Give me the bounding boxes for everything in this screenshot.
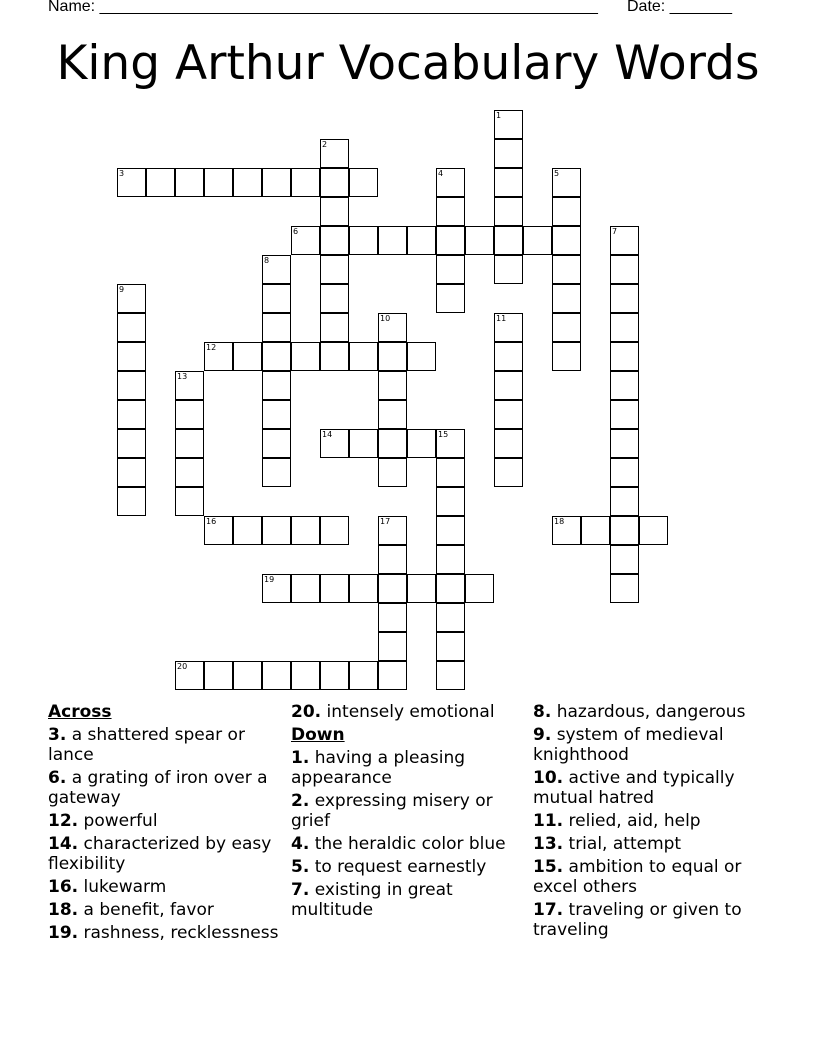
grid-cell[interactable] [378,516,407,545]
cell-number: 18 [554,517,565,526]
grid-cell[interactable] [291,661,320,690]
grid-cell[interactable] [262,284,291,313]
grid-cell[interactable] [494,226,523,255]
cell-number: 4 [438,169,444,178]
grid-cell[interactable] [552,255,581,284]
grid-cell[interactable] [494,255,523,284]
grid-cell[interactable] [610,487,639,516]
grid-cell[interactable] [610,400,639,429]
grid-cell[interactable] [378,371,407,400]
grid-cell[interactable] [581,516,610,545]
down-heading: Down [291,725,345,745]
grid-cell[interactable] [552,226,581,255]
grid-cell[interactable] [610,458,639,487]
grid-cell[interactable] [378,342,407,371]
grid-cell[interactable] [320,284,349,313]
grid-cell[interactable] [262,400,291,429]
grid-cell[interactable] [552,342,581,371]
grid-cell[interactable] [117,371,146,400]
grid-cell[interactable] [204,342,233,371]
grid-cell[interactable] [117,313,146,342]
grid-cell[interactable] [117,284,146,313]
date-field: Date: _______ [627,0,732,15]
grid-cell[interactable] [291,574,320,603]
grid-cell[interactable] [494,400,523,429]
grid-cell[interactable] [320,168,349,197]
grid-cell[interactable] [175,371,204,400]
clue-down-8: 8. hazardous, dangerous [533,702,746,722]
grid-cell[interactable] [494,342,523,371]
cell-number: 6 [293,227,299,236]
grid-cell[interactable] [436,284,465,313]
clue-down-17: 17. traveling or given to traveling [533,900,742,940]
grid-cell[interactable] [117,429,146,458]
grid-cell[interactable] [262,168,291,197]
grid-cell[interactable] [320,255,349,284]
cell-number: 10 [380,314,391,323]
across-heading: Across [48,702,112,722]
grid-cell[interactable] [349,574,378,603]
grid-cell[interactable] [494,110,523,139]
grid-cell[interactable] [117,168,146,197]
grid-cell[interactable] [349,661,378,690]
grid-cell[interactable] [378,632,407,661]
cell-number: 8 [264,256,270,265]
clue-down-2: 2. expressing misery or grief [291,791,493,831]
clue-across-16: 16. lukewarm [48,877,167,897]
grid-cell[interactable] [291,226,320,255]
grid-cell[interactable] [233,342,262,371]
grid-cell[interactable] [523,226,552,255]
grid-cell[interactable] [552,284,581,313]
cell-number: 3 [119,169,125,178]
name-field: Name: ________________________________________________________ [48,0,598,15]
clue-across-14: 14. characterized by easy flexibility [48,834,272,874]
grid-cell[interactable] [436,632,465,661]
grid-cell[interactable] [320,197,349,226]
clue-across-18: 18. a benefit, favor [48,900,214,920]
grid-cell[interactable] [610,255,639,284]
clue-down-11: 11. relied, aid, help [533,811,701,831]
grid-cell[interactable] [233,661,262,690]
grid-cell[interactable] [291,342,320,371]
grid-cell[interactable] [610,226,639,255]
grid-cell[interactable] [378,400,407,429]
grid-cell[interactable] [494,371,523,400]
grid-cell[interactable] [552,168,581,197]
cell-number: 9 [119,285,125,294]
grid-cell[interactable] [204,516,233,545]
grid-cell[interactable] [610,429,639,458]
clue-across-12: 12. powerful [48,811,158,831]
grid-cell[interactable] [494,168,523,197]
grid-cell[interactable] [262,342,291,371]
grid-cell[interactable] [175,487,204,516]
grid-cell[interactable] [494,429,523,458]
grid-cell[interactable] [610,545,639,574]
cell-number: 1 [496,111,502,120]
clue-across-6: 6. a grating of iron over a gateway [48,768,268,808]
grid-cell[interactable] [378,574,407,603]
grid-cell[interactable] [436,197,465,226]
grid-cell[interactable] [494,197,523,226]
grid-cell[interactable] [320,574,349,603]
grid-cell[interactable] [175,458,204,487]
clue-down-4: 4. the heraldic color blue [291,834,506,854]
grid-cell[interactable] [378,226,407,255]
grid-cell[interactable] [610,313,639,342]
grid-cell[interactable] [552,197,581,226]
grid-cell[interactable] [262,516,291,545]
cell-number: 17 [380,517,391,526]
grid-cell[interactable] [349,342,378,371]
cell-number: 15 [438,430,449,439]
grid-cell[interactable] [349,429,378,458]
clue-column-1 [48,702,283,946]
grid-cell[interactable] [494,458,523,487]
grid-cell[interactable] [465,226,494,255]
grid-cell[interactable] [436,458,465,487]
grid-cell[interactable] [436,168,465,197]
grid-cell[interactable] [320,661,349,690]
cell-number: 2 [322,140,328,149]
grid-cell[interactable] [378,603,407,632]
grid-cell[interactable] [117,342,146,371]
clue-down-15: 15. ambition to equal or excel others [533,857,742,897]
grid-cell[interactable] [436,226,465,255]
grid-cell[interactable] [407,429,436,458]
cell-number: 5 [554,169,560,178]
grid-cell[interactable] [610,284,639,313]
grid-cell[interactable] [175,168,204,197]
grid-cell[interactable] [494,313,523,342]
grid-cell[interactable] [117,458,146,487]
grid-cell[interactable] [233,168,262,197]
clue-down-5: 5. to request earnestly [291,857,487,877]
clue-across-3: 3. a shattered spear or lance [48,725,245,765]
grid-cell[interactable] [610,574,639,603]
cell-number: 16 [206,517,217,526]
grid-cell[interactable] [320,313,349,342]
grid-cell[interactable] [262,574,291,603]
grid-cell[interactable] [117,400,146,429]
grid-cell[interactable] [378,661,407,690]
clue-across-20: 20. intensely emotional [291,702,495,722]
grid-cell[interactable] [146,168,175,197]
cell-number: 12 [206,343,217,352]
grid-cell[interactable] [552,313,581,342]
grid-cell[interactable] [349,226,378,255]
grid-cell[interactable] [262,255,291,284]
grid-cell[interactable] [233,516,262,545]
grid-cell[interactable] [262,313,291,342]
grid-cell[interactable] [378,545,407,574]
cell-number: 13 [177,372,188,381]
cell-number: 7 [612,227,618,236]
grid-cell[interactable] [436,429,465,458]
clue-column-3 [533,702,768,943]
page-title: King Arthur Vocabulary Words [56,36,760,91]
grid-cell[interactable] [436,545,465,574]
grid-cell[interactable] [291,516,320,545]
cell-number: 20 [177,662,188,671]
grid-cell[interactable] [610,371,639,400]
grid-cell[interactable] [175,429,204,458]
grid-cell[interactable] [407,226,436,255]
grid-cell[interactable] [262,661,291,690]
cell-number: 11 [496,314,507,323]
grid-cell[interactable] [204,168,233,197]
grid-cell[interactable] [436,516,465,545]
grid-cell[interactable] [320,429,349,458]
grid-cell[interactable] [436,255,465,284]
clue-across-19: 19. rashness, recklessness [48,923,279,943]
grid-cell[interactable] [610,516,639,545]
cell-number: 14 [322,430,333,439]
grid-cell[interactable] [320,516,349,545]
grid-cell[interactable] [494,139,523,168]
grid-cell[interactable] [262,429,291,458]
grid-cell[interactable] [204,661,233,690]
grid-cell[interactable] [349,168,378,197]
clue-down-1: 1. having a pleasing appearance [291,748,466,788]
clue-column-2 [291,702,526,923]
grid-cell[interactable] [407,342,436,371]
clue-down-13: 13. trial, attempt [533,834,682,854]
grid-cell[interactable] [175,400,204,429]
cell-number: 19 [264,575,275,584]
grid-cell[interactable] [407,574,436,603]
grid-cell[interactable] [262,458,291,487]
grid-cell[interactable] [378,429,407,458]
grid-cell[interactable] [291,168,320,197]
clue-down-10: 10. active and typically mutual hatred [533,768,735,808]
grid-cell[interactable] [378,313,407,342]
grid-cell[interactable] [639,516,668,545]
grid-cell[interactable] [552,516,581,545]
clue-down-7: 7. existing in great multitude [291,880,453,920]
grid-cell[interactable] [436,487,465,516]
grid-cell[interactable] [320,139,349,168]
grid-cell[interactable] [465,574,494,603]
grid-cell[interactable] [262,371,291,400]
grid-cell[interactable] [320,226,349,255]
grid-cell[interactable] [436,661,465,690]
grid-cell[interactable] [436,603,465,632]
grid-cell[interactable] [378,458,407,487]
grid-cell[interactable] [320,342,349,371]
grid-cell[interactable] [436,574,465,603]
grid-cell[interactable] [117,487,146,516]
clue-down-9: 9. system of medieval knighthood [533,725,724,765]
grid-cell[interactable] [175,661,204,690]
grid-cell[interactable] [610,342,639,371]
